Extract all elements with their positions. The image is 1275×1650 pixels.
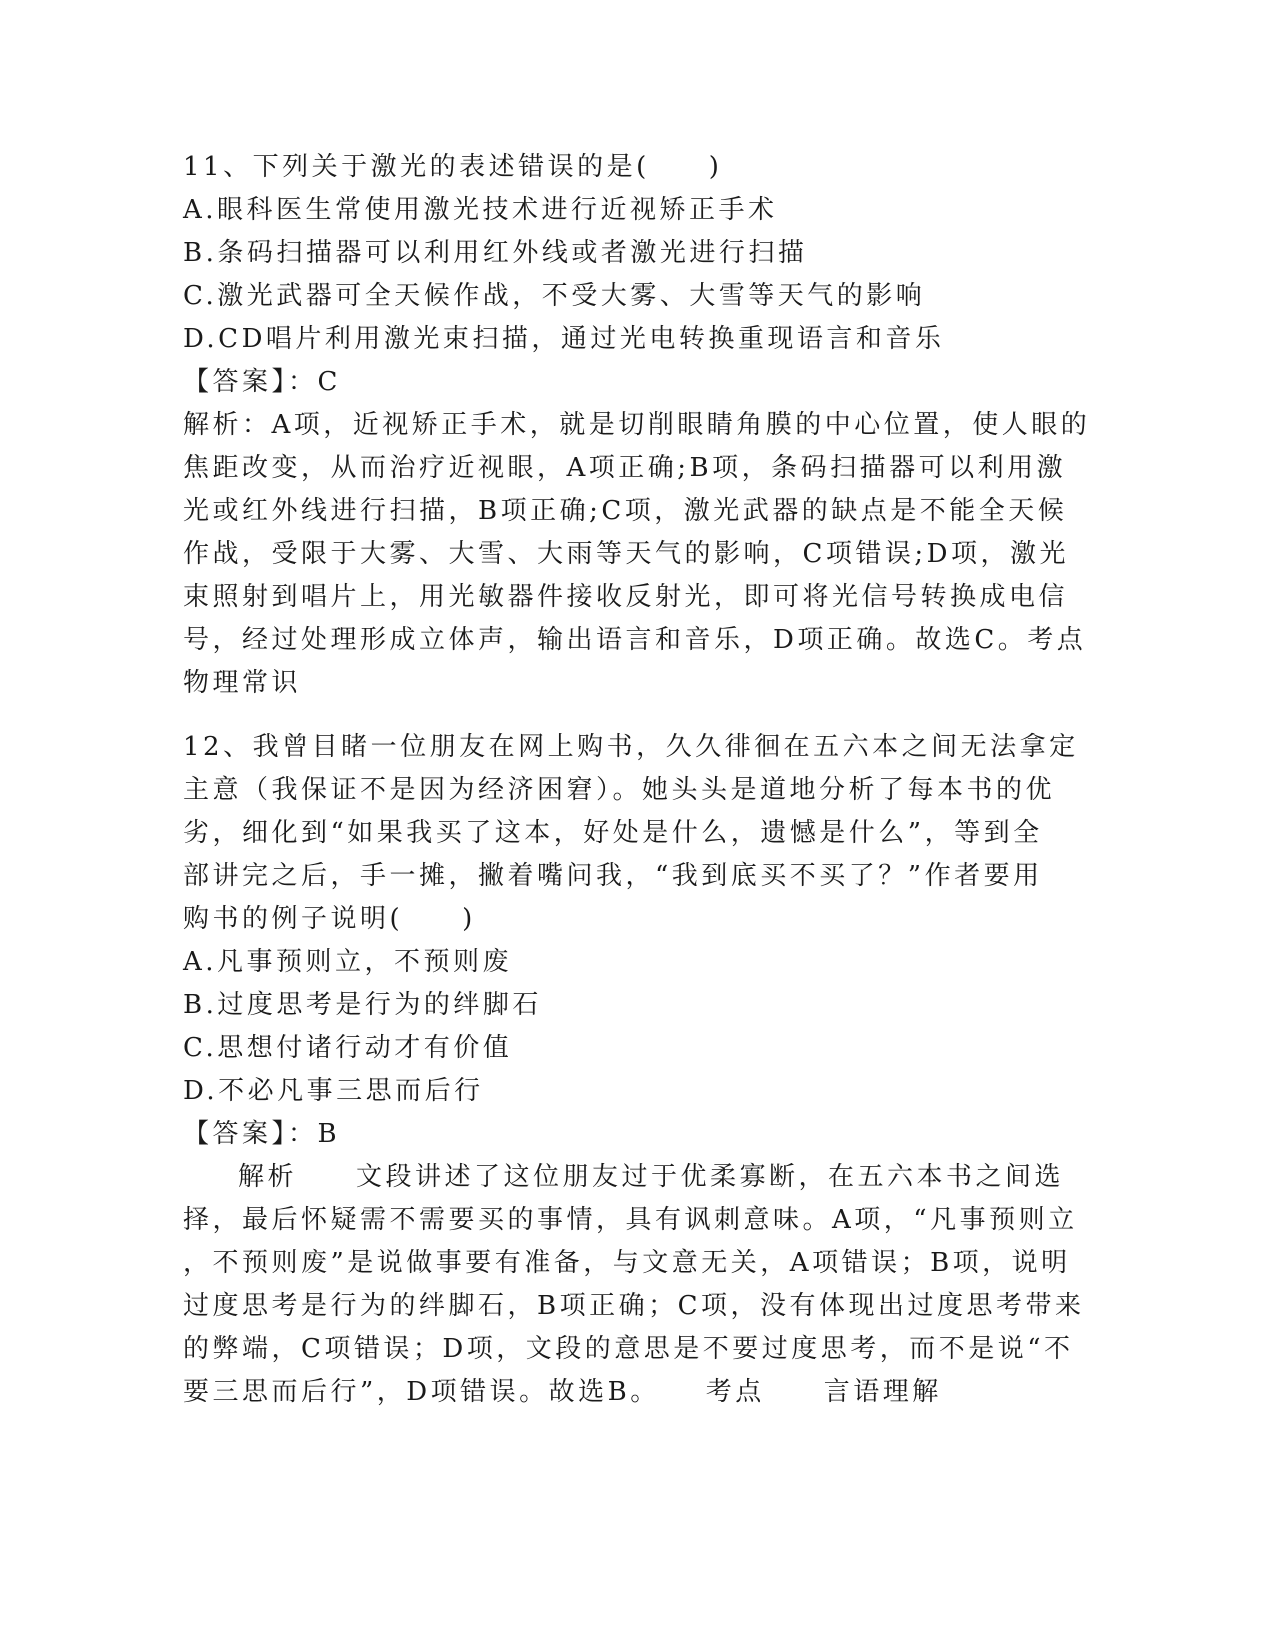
explanation-line: 束照射到唱片上，用光敏器件接收反射光，即可将光信号转换成电信 — [183, 582, 1069, 612]
explanation — [183, 404, 1091, 705]
option-c: C.思想付诸行动才有价值 — [183, 1033, 513, 1063]
explanation-line: 光或红外线进行扫描，B项正确;C项，激光武器的缺点是不能全天候 — [183, 496, 1068, 526]
question-11 — [183, 146, 1091, 705]
document-page — [183, 146, 1091, 1414]
question-stem — [183, 726, 1083, 941]
option-d: D.CD唱片利用激光束扫描，通过光电转换重现语言和音乐 — [183, 324, 945, 354]
explanation-line: 解析：A项，近视矫正手术，就是切削眼睛角膜的中心位置，使人眼的 — [183, 410, 1091, 440]
explanation-line: 号，经过处理形成立体声，输出语言和音乐，D项正确。故选C。考点 — [183, 625, 1087, 655]
stem-line: 劣，细化到“如果我买了这本，好处是什么，遗憾是什么”，等到全 — [183, 818, 1043, 848]
option-a: A.眼科医生常使用激光技术进行近视矫正手术 — [183, 195, 778, 225]
stem-line: 部讲完之后，手一摊，撇着嘴问我，“我到底买不买了？”作者要用 — [183, 861, 1043, 891]
explanation-line: 解析 文段讲述了这位朋友过于优柔寡断，在五六本书之间选 — [238, 1162, 1065, 1192]
answer-line: 【答案】：B — [183, 1119, 341, 1149]
stem-line: 12、我曾目睹一位朋友在网上购书，久久徘徊在五六本之间无法拿定 — [183, 732, 1079, 762]
explanation-line: 要三思而后行”，D项错误。故选B。 考点 言语理解 — [183, 1377, 942, 1407]
explanation-line: 择，最后怀疑需不需要买的事情，具有讽刺意味。A项，“凡事预则立 — [183, 1205, 1078, 1235]
answer-line: 【答案】：C — [183, 367, 341, 397]
explanation-line: 焦距改变，从而治疗近视眼，A项正确;B项，条码扫描器可以利用激 — [183, 453, 1067, 483]
option-b: B.过度思考是行为的绊脚石 — [183, 990, 542, 1020]
option-b: B.条码扫描器可以利用红外线或者激光进行扫描 — [183, 238, 808, 268]
question-stem: 11、下列关于激光的表述错误的是( ) — [183, 152, 723, 182]
stem-line: 主意（我保证不是因为经济困窘）。她头头是道地分析了每本书的优 — [183, 775, 1056, 805]
question-12 — [183, 726, 1083, 1414]
explanation-line: 的弊端，C项错误；D项，文段的意思是不要过度思考，而不是说“不 — [183, 1334, 1074, 1364]
explanation-line: 作战，受限于大雾、大雪、大雨等天气的影响，C项错误;D项，激光 — [183, 539, 1069, 569]
explanation-line: 物理常识 — [183, 668, 302, 698]
option-c: C.激光武器可全天候作战，不受大雾、大雪等天气的影响 — [183, 281, 926, 311]
explanation-line: ，不预则废”是说做事要有准备，与文意无关，A项错误；B项，说明 — [183, 1248, 1071, 1278]
explanation-line: 过度思考是行为的绊脚石，B项正确；C项，没有体现出过度思考带来 — [183, 1291, 1085, 1321]
option-d: D.不必凡事三思而后行 — [183, 1076, 484, 1106]
stem-line: 购书的例子说明( ) — [183, 904, 476, 934]
option-a: A.凡事预则立，不预则废 — [183, 947, 513, 977]
explanation — [183, 1156, 1083, 1414]
spacer — [183, 705, 1083, 726]
